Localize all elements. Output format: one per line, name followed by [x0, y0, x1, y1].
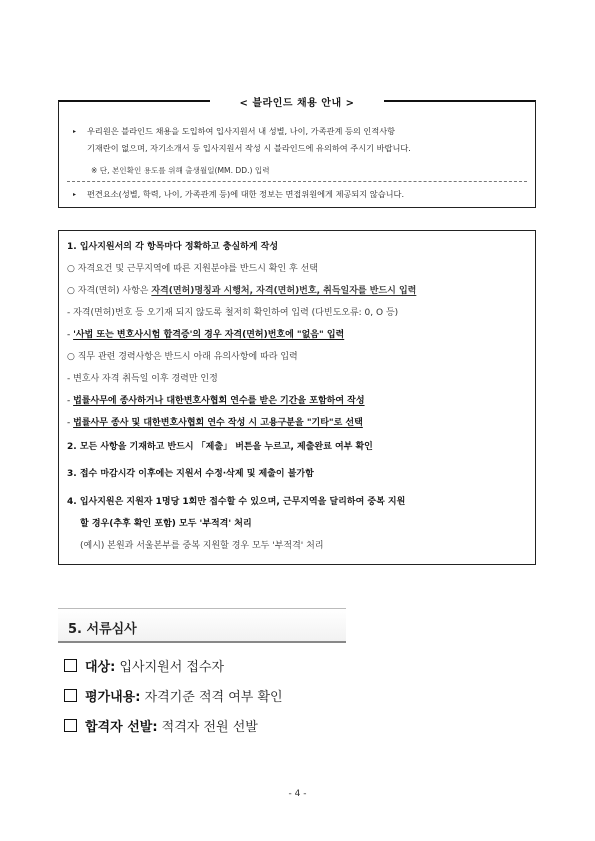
section-5-item-evaluation: [64, 686, 283, 705]
notice-item-2: [73, 186, 527, 203]
section-5-item-target: [64, 656, 224, 675]
notice-item-1: [73, 123, 527, 157]
section-5-title: 5. 서류심사: [68, 622, 137, 637]
section-5-label: 합격자 선발:: [85, 720, 158, 735]
section-5-value: 입사지원서 접수자: [119, 660, 225, 675]
rule-1-b-prefix: ○ 자격(면허) 사항은: [67, 286, 152, 296]
rule-1-h-prefix: -: [67, 418, 74, 428]
checkbox-square-icon: [64, 689, 77, 702]
blind-hiring-notice-box: [58, 101, 536, 208]
notice-divider: [67, 181, 527, 182]
rule-1-h-emphasis: 법률사무 종사 및 대한변호사협회 연수 작성 시 고용구분을 "기타"로 선택: [73, 418, 363, 428]
rule-1-e: ○ 직무 관련 경력사항은 반드시 아래 유의사항에 따라 입력: [67, 352, 298, 362]
page-number: - 4 -: [288, 789, 307, 799]
checkbox-square-icon: [64, 659, 77, 672]
section-5-label: 대상:: [85, 660, 116, 675]
section-5-value: 적격자 전원 선발: [161, 720, 258, 735]
notice-item-1-line-1: 우리원은 블라인드 채용을 도입하여 입사지원서 내 성별, 나이, 가족관계 등의 인적사항: [87, 126, 396, 136]
rule-1-d: [67, 328, 529, 342]
rule-1-heading: 1. 입사지원서의 각 항목마다 정확하고 충실하게 작성: [67, 242, 279, 252]
notice-title: < 블라인드 채용 안내 >: [239, 98, 355, 109]
rule-4-example: (예시) 본원과 서울본부를 중복 지원할 경우 모두 '부적격' 처리: [80, 541, 324, 551]
checkbox-square-icon: [64, 719, 77, 732]
rule-1-d-prefix: -: [67, 330, 74, 340]
notice-item-1-line-2: 기재란이 없으며, 자기소개서 등 입사지원서 작성 시 블라인드에 유의하여 주시기 바랍니다.: [87, 143, 411, 153]
triangle-bullet-icon: ▸: [73, 128, 77, 135]
rule-1-d-emphasis: '사법 또는 변호사시험 합격증'의 경우 자격(면허)번호에 "없음" 입력: [73, 330, 345, 340]
section-5-label: 평가내용:: [85, 690, 141, 705]
rule-1-g-prefix: -: [67, 396, 74, 406]
notice-item-1-note: ※ 단, 본인확인 용도를 위해 출생월일(MM. DD.) 입력: [91, 166, 270, 175]
rule-1-b: [67, 284, 529, 298]
rule-1-f: - 변호사 자격 취득일 이후 경력만 인정: [67, 374, 218, 384]
section-5-title-bar: [58, 608, 346, 643]
notice-item-2-line-1: 편견요소(성별, 학력, 나이, 가족관계 등)에 대한 정보는 면접위원에게 제공되지 않습니다.: [87, 189, 405, 199]
rule-1-b-emphasis: 자격(면허)명칭과 시행처, 자격(면허)번호, 취득일자를 반드시 입력: [151, 286, 417, 296]
rule-4-line-1: 4. 입사지원은 지원자 1명당 1회만 접수할 수 있으며, 근무지역을 달리하여 중복 지원: [67, 497, 406, 507]
application-rules-box: [58, 230, 536, 565]
section-5-item-selection: [64, 716, 258, 735]
rule-3: 3. 접수 마감시각 이후에는 지원서 수정·삭제 및 제출이 불가함: [67, 469, 314, 479]
rule-1-g-emphasis: 법률사무에 종사하거나 대한변호사협회 연수를 받은 기간을 포함하여 작성: [73, 396, 365, 406]
rule-1-c: - 자격(면허)번호 등 오기재 되지 않도록 철저히 확인하여 입력 (다빈도오류: 0, O 등): [67, 308, 399, 318]
rule-1-a: ○ 자격요건 및 근무지역에 따른 지원분야를 반드시 확인 후 선택: [67, 264, 318, 274]
rule-1-g: [67, 394, 529, 408]
triangle-bullet-icon: ▸: [73, 191, 77, 198]
section-5-value: 자격기준 적격 여부 확인: [144, 690, 283, 705]
rule-1-h: [67, 416, 529, 430]
rule-2: 2. 모든 사항을 기재하고 반드시 「제출」 버튼을 누르고, 제출완료 여부 확인: [67, 442, 373, 452]
rule-4-line-2: 할 경우(추후 확인 포함) 모두 '부적격' 처리: [80, 519, 252, 529]
